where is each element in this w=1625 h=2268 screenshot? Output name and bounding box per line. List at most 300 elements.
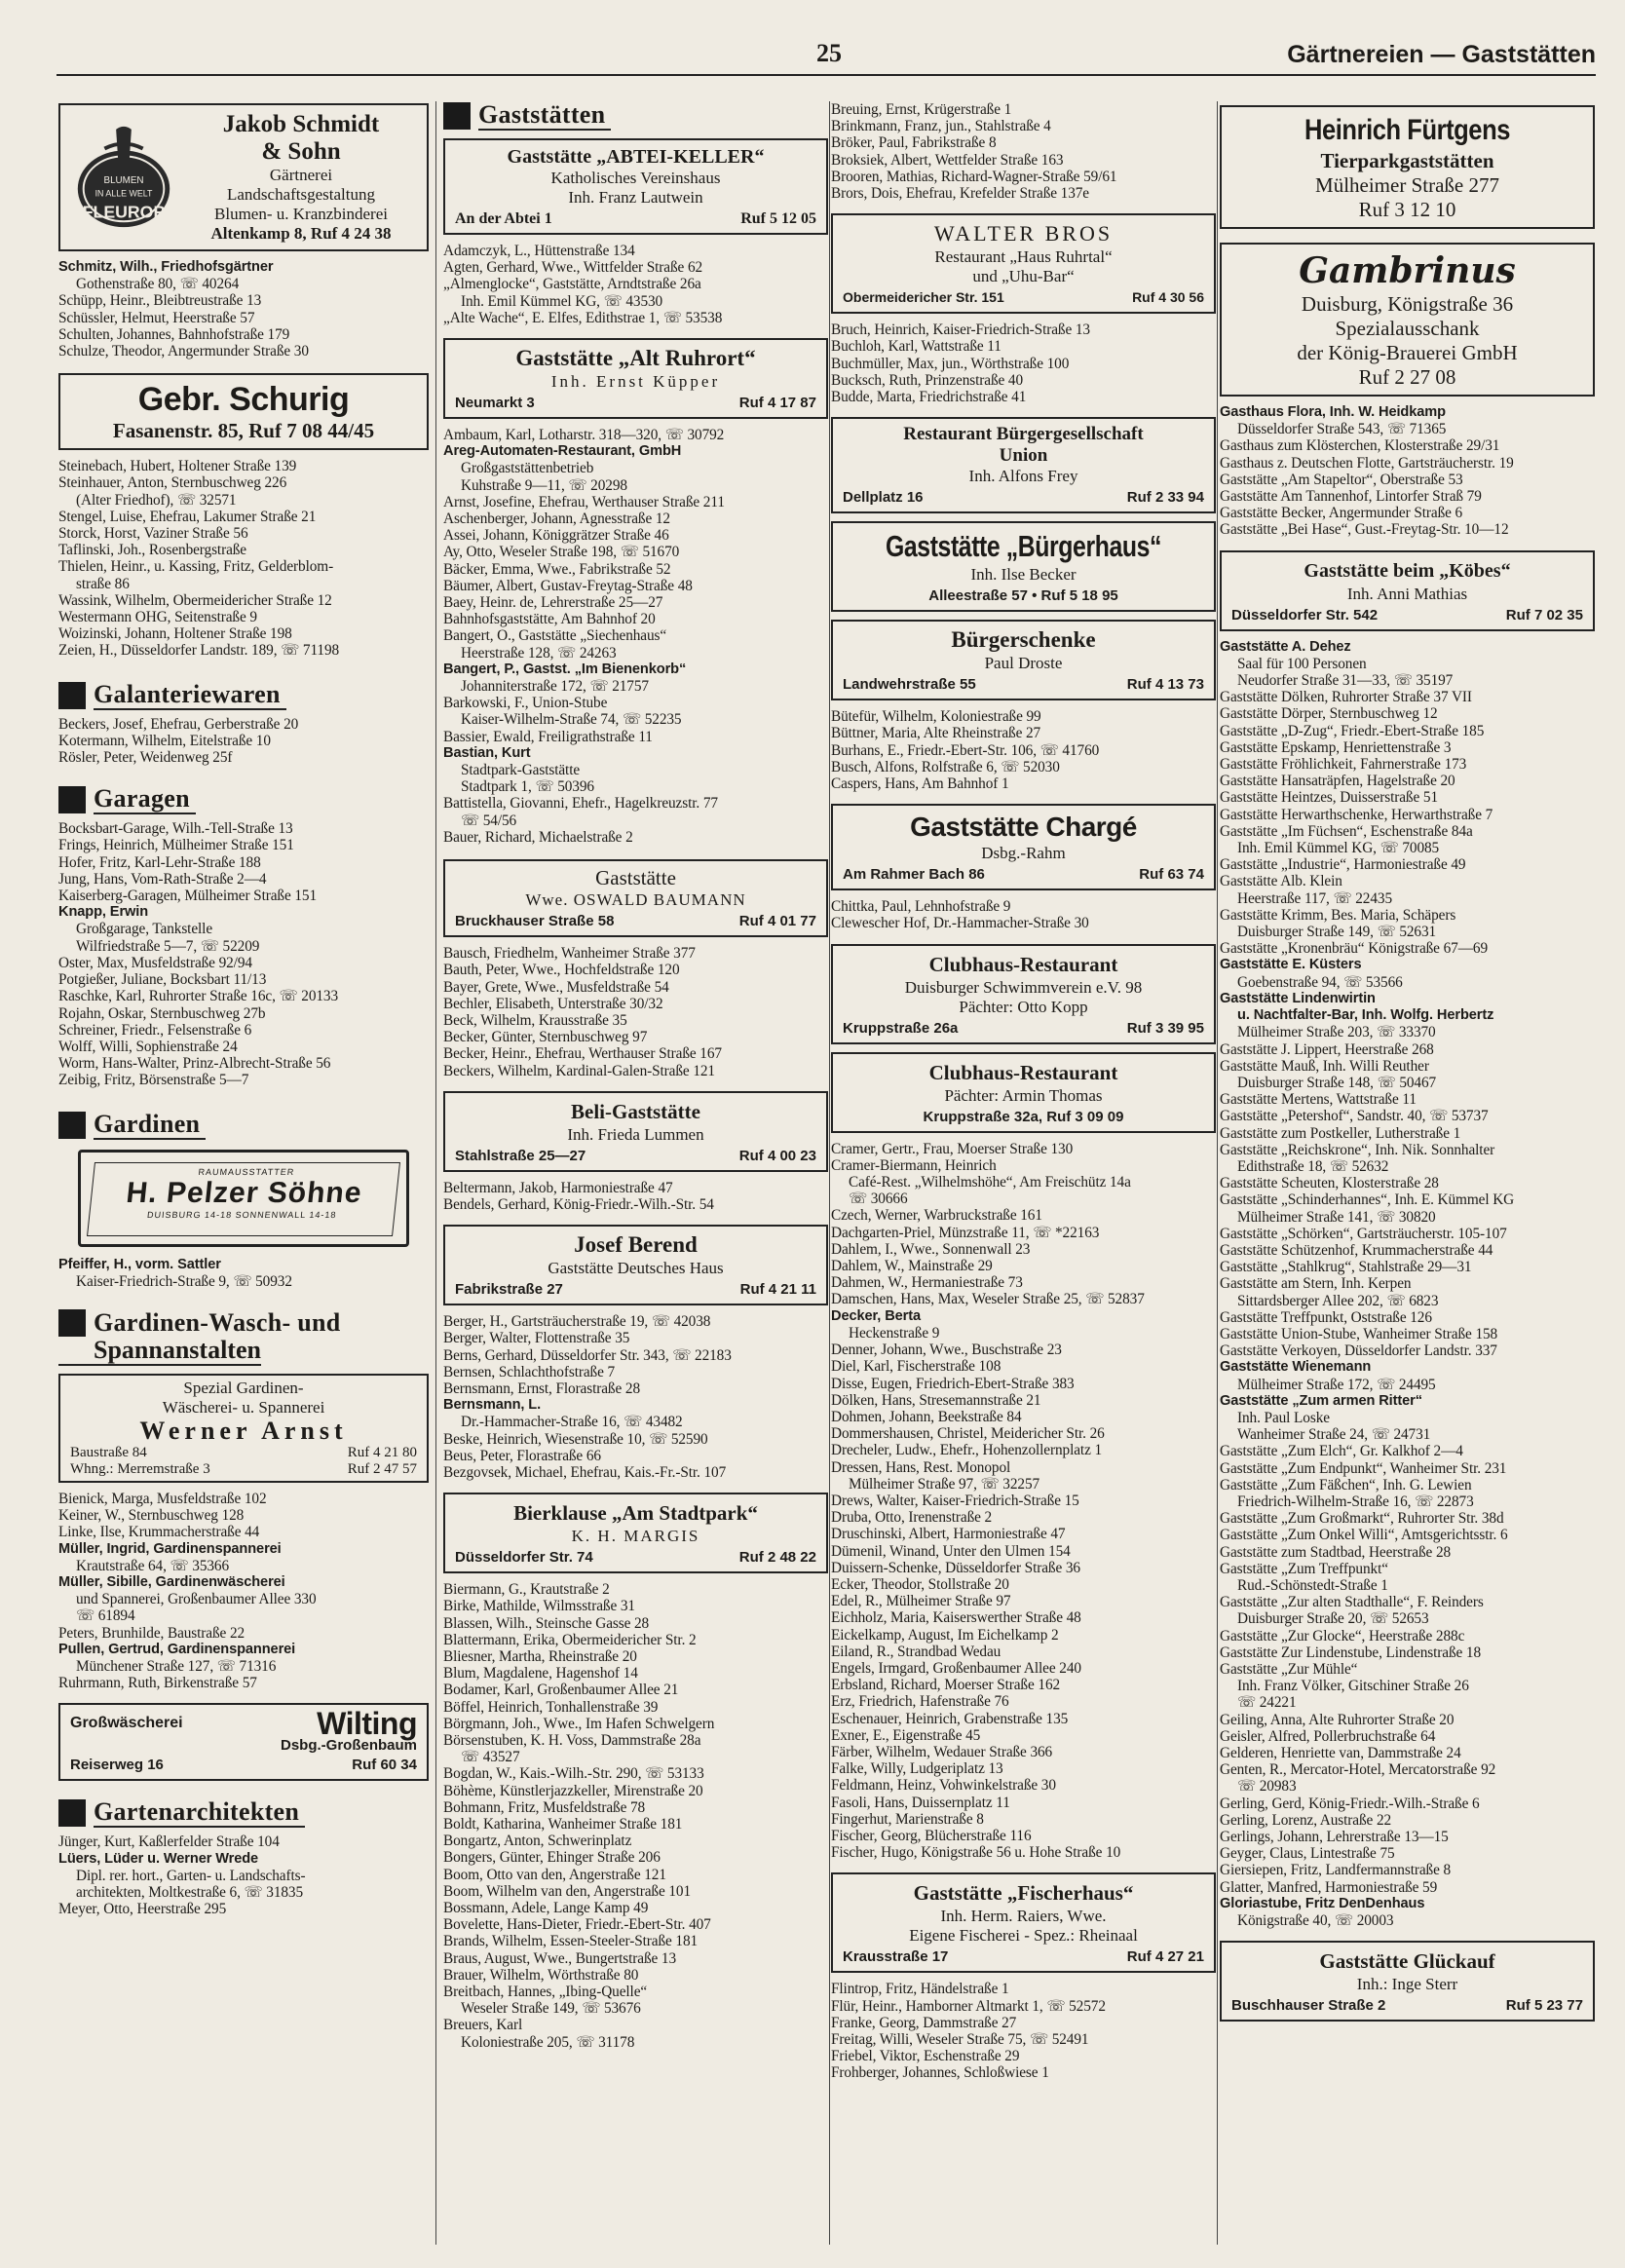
directory-entry: Großgarage, Tankstelle [76, 921, 213, 938]
wilting-addr: Reiserweg 16 [70, 1757, 164, 1774]
directory-entry: Schüssler, Helmut, Heerstraße 57 [58, 309, 255, 326]
ad-alt-ruhrort [443, 338, 828, 419]
fischerhaus-name: Gaststätte „Fischerhaus“ [913, 1881, 1134, 1906]
directory-entry: Gaststätte Mertens, Wattstraße 11 [1220, 1091, 1417, 1109]
directory-entry: und Spannerei, Großenbaumer Allee 330 [76, 1591, 317, 1608]
arnst-addr-1: Baustraße 84 [70, 1444, 147, 1460]
directory-entry: Frohberger, Johannes, Schloßwiese 1 [831, 2064, 1049, 2082]
directory-entry: Berger, H., Gartsträucherstraße 19, ☏ 42038 [443, 1313, 711, 1331]
directory-entry: Gloriastube, Fritz DenDenhaus [1220, 1895, 1425, 1911]
directory-entry: Gaststätte „D-Zug“, Friedr.-Ebert-Straße 185 [1220, 722, 1485, 739]
column-1 [58, 101, 429, 2245]
entry-list [1220, 639, 1595, 1930]
directory-entry: Gothenstraße 80, ☏ 40264 [76, 276, 240, 293]
directory-entry: Geisler, Alfred, Pollerbruchstraße 64 [1220, 1727, 1436, 1745]
entry-list [831, 708, 1216, 792]
entry-list [831, 1981, 1216, 2081]
directory-entry: „Alte Wache“, E. Elfes, Edithstrae 1, ☏ 53538 [443, 309, 723, 326]
directory-entry: Gaststätte „Zum Elch“, Gr. Kalkhof 2—4 [1220, 1443, 1463, 1460]
fuertgens-line-1: Tierparkgaststätten [1320, 149, 1494, 172]
entry-list [831, 898, 1216, 931]
bg-name-2: Union [999, 445, 1048, 467]
directory-entry: Potgießer, Juliane, Bocksbart 11/13 [58, 971, 267, 989]
directory-entry: Druba, Otto, Irenenstraße 2 [831, 1509, 993, 1527]
gambrinus-name: Gambrinus [1299, 250, 1516, 291]
directory-entry: Becker, Heinr., Ehefrau, Werthauser Straße 167 [443, 1045, 722, 1063]
directory-entry: Bröker, Paul, Fabrikstraße 8 [831, 134, 997, 152]
entry-list [443, 1180, 828, 1213]
ad-fischerhaus [831, 1872, 1216, 1973]
directory-entry: Johanniterstraße 172, ☏ 21757 [461, 678, 649, 696]
directory-entry: Bongers, Günter, Ehinger Straße 206 [443, 1849, 661, 1867]
directory-entry: Rösler, Peter, Weidenweg 25f [58, 749, 233, 767]
entry-list [831, 101, 1216, 202]
section-marker [443, 102, 471, 130]
directory-entry: Birke, Mathilde, Wilmsstraße 31 [443, 1598, 635, 1615]
fleurop-logo-icon [66, 120, 181, 235]
directory-entry: Gerling, Gerd, König-Friedr.-Wilh.-Straße 6 [1220, 1795, 1480, 1812]
schmidt-address: Altenkamp 8, Ruf 4 24 38 [210, 224, 392, 243]
directory-entry: Gaststätte „Zum Fäßchen“, Inh. G. Lewien [1220, 1476, 1472, 1493]
directory-entry: Bovelette, Hans-Dieter, Friedr.-Ebert-Str. 407 [443, 1916, 711, 1934]
directory-entry: Gaststätte Herwarthschenke, Herwarthstraße 7 [1220, 806, 1493, 823]
column-4 [1220, 101, 1595, 2245]
directory-entry: Eichholz, Maria, Kaiserswerther Straße 48 [831, 1609, 1081, 1627]
directory-entry: Engels, Irmgard, Großenbaumer Allee 240 [831, 1659, 1081, 1677]
directory-entry: Steinebach, Hubert, Holtener Straße 139 [58, 458, 297, 475]
directory-entry: Berns, Gerhard, Düsseldorfer Str. 343, ☏ 22183 [443, 1346, 732, 1364]
directory-entry: Beck, Wilhelm, Krausstraße 35 [443, 1011, 627, 1029]
directory-entry: Mülheimer Straße 97, ☏ 32257 [849, 1475, 1040, 1493]
directory-entry: Biermann, G., Krautstraße 2 [443, 1581, 610, 1599]
header-rule [57, 74, 1596, 76]
directory-entry: Mülheimer Straße 141, ☏ 30820 [1237, 1208, 1436, 1226]
svg-text:FLEUROP: FLEUROP [82, 202, 166, 222]
section-header [58, 1111, 429, 1140]
directory-entry: Erz, Friedrich, Hafenstraße 76 [831, 1693, 1009, 1711]
directory-entry: Dahlem, I., Wwe., Sonnenwall 23 [831, 1240, 1031, 1258]
directory-entry: ☏ 20983 [1237, 1778, 1297, 1796]
directory-entry: Clewescher Hof, Dr.-Hammacher-Straße 30 [831, 915, 1089, 932]
directory-entry: Gaststätte „Reichskrone“, Inh. Nik. Sonnhalter [1220, 1141, 1495, 1158]
berend-name: Josef Berend [574, 1232, 698, 1258]
directory-entry: Gaststätte am Stern, Inh. Kerpen [1220, 1275, 1412, 1293]
directory-entry: Barkowski, F., Union-Stube [443, 695, 608, 712]
entry-list [443, 427, 828, 846]
directory-entry: Dressen, Hans, Rest. Monopol [831, 1458, 1011, 1476]
directory-entry: Flintrop, Fritz, Händelstraße 1 [831, 1981, 1009, 1998]
directory-entry: Edel, R., Mülheimer Straße 97 [831, 1593, 1011, 1610]
directory-entry: Dommershausen, Christel, Meidericher Str. 26 [831, 1425, 1105, 1443]
directory-entry: Genten, R., Mercator-Hotel, Mercatorstraße 92 [1220, 1761, 1496, 1779]
beli-ruf: Ruf 4 00 23 [738, 1147, 816, 1164]
directory-entry: Areg-Automaten-Restaurant, GmbH [443, 443, 682, 460]
directory-entry: Neudorfer Straße 31—33, ☏ 35197 [1237, 672, 1454, 690]
entry-list [58, 1491, 429, 1691]
directory-entry: Glatter, Manfred, Harmoniestraße 59 [1220, 1878, 1438, 1896]
directory-entry: Drews, Walter, Kaiser-Friedrich-Straße 15 [831, 1492, 1079, 1509]
directory-entry: Gaststätte Fröhlichkeit, Fahrnerstraße 173 [1220, 756, 1467, 774]
directory-entry: Wassink, Wilhelm, Obermeidericher Straße 12 [58, 591, 332, 609]
gambrinus-line-2: Spezialausschank [1335, 317, 1480, 340]
directory-entry: Battistella, Giovanni, Ehefr., Hagelkreuzstr. 77 [443, 795, 718, 813]
bierklause-name: Bierklause „Am Stadtpark“ [513, 1501, 758, 1526]
schmidt-name-2: & Sohn [261, 138, 341, 165]
arnst-ruf-1: Ruf 4 21 80 [347, 1444, 417, 1460]
koebes-name: Gaststätte beim „Köbes“ [1304, 559, 1511, 582]
wilting-ruf: Ruf 60 34 [352, 1757, 417, 1774]
directory-entry: Gasthaus zum Klösterchen, Klosterstraße 29/31 [1220, 437, 1500, 455]
ad-clubhaus-2 [831, 1052, 1216, 1133]
section-marker [58, 682, 86, 709]
directory-entry: Schmitz, Wilh., Friedhofsgärtner [58, 259, 274, 275]
section-marker [58, 786, 86, 813]
ad-fuertgens [1220, 105, 1595, 229]
schmidt-line-3: Blumen- u. Kranzbinderei [214, 205, 388, 223]
directory-entry: Mülheimer Straße 172, ☏ 24495 [1237, 1376, 1436, 1393]
glueckauf-line-1: Inh.: Inge Sterr [1356, 1975, 1458, 1994]
directory-entry: Gaststätte Lindenwirtin [1220, 990, 1376, 1006]
directory-entry: Gaststätte zum Stadtbad, Heerstraße 28 [1220, 1543, 1452, 1561]
entry-list [443, 1313, 828, 1481]
fischerhaus-addr: Krausstraße 17 [843, 1948, 949, 1966]
directory-entry: Stadtpark-Gaststätte [461, 762, 581, 779]
directory-entry: Agten, Gerhard, Wwe., Wittfelder Straße 62 [443, 259, 703, 277]
directory-entry: Assei, Johann, Königgrätzer Straße 46 [443, 527, 669, 545]
directory-entry: Oster, Max, Musfeldstraße 92/94 [58, 954, 252, 971]
section-garagen: Garagen [94, 785, 196, 814]
fischerhaus-line-1: Inh. Herm. Raiers, Wwe. [940, 1907, 1107, 1926]
directory-entry: Bernsmann, Ernst, Florastraße 28 [443, 1380, 640, 1397]
directory-entry: Büttner, Maria, Alte Rheinstraße 27 [831, 725, 1041, 742]
gambrinus-line-1: Duisburg, Königstraße 36 [1301, 292, 1514, 316]
directory-entry: Friebel, Viktor, Eschenstraße 29 [831, 2048, 1020, 2065]
directory-entry: Gaststätte A. Dehez [1220, 638, 1351, 655]
ad-buergerschenke [831, 620, 1216, 700]
directory-entry: Bocksbart-Garage, Wilh.-Tell-Straße 13 [58, 820, 293, 838]
directory-entry: Gaststätte J. Lippert, Heerstraße 268 [1220, 1040, 1434, 1058]
directory-entry: Berger, Walter, Flottenstraße 35 [443, 1330, 630, 1347]
section-wasch-2: Spannanstalten [58, 1337, 261, 1366]
bierklause-addr: Düsseldorfer Str. 74 [455, 1549, 593, 1567]
directory-entry: Gaststätte Krimm, Bes. Maria, Schäpers [1220, 906, 1456, 924]
directory-entry: Duissern-Schenke, Düsseldorfer Straße 36 [831, 1559, 1080, 1576]
ad-pelzer [78, 1150, 409, 1247]
directory-entry: Müller, Ingrid, Gardinenspannerei [58, 1540, 282, 1557]
directory-entry: Gaststätte „Bei Hase“, Gust.-Freytag-Str. 10—12 [1220, 521, 1509, 539]
ruhrort-name: Gaststätte „Alt Ruhrort“ [515, 346, 756, 371]
directory-entry: Baey, Heinr. de, Lehrerstraße 25—27 [443, 594, 663, 612]
directory-entry: Woizinski, Johann, Holtener Straße 198 [58, 625, 292, 643]
buergerhaus-addr: Alleestraße 57 • Ruf 5 18 95 [928, 587, 1118, 605]
abtei-line-2: Inh. Franz Lautwein [568, 188, 703, 207]
charge-addr: Am Rahmer Bach 86 [843, 866, 985, 884]
directory-entry: Fasoli, Hans, Duissernplatz 11 [831, 1794, 1010, 1811]
directory-entry: Buchmüller, Max, jun., Wörthstraße 100 [831, 355, 1070, 372]
koebes-ruf: Ruf 7 02 35 [1505, 606, 1583, 624]
baumann-line-1: Gaststätte [595, 866, 676, 890]
directory-entry: ☏ 61894 [76, 1607, 135, 1625]
directory-entry: Gaststätte Verkoyen, Düsseldorfer Landstr. 337 [1220, 1342, 1497, 1360]
arnst-line-2: Wäscherei- u. Spannerei [162, 1397, 325, 1417]
arnst-addr-2: Whng.: Merremstraße 3 [70, 1460, 210, 1477]
directory-entry: Wilfriedstraße 5—7, ☏ 52209 [76, 937, 260, 955]
koebes-line-1: Inh. Anni Mathias [1346, 584, 1468, 603]
directory-entry: Schulze, Theodor, Angermunder Straße 30 [58, 343, 309, 360]
ruhrort-ruf: Ruf 4 17 87 [738, 395, 816, 412]
section-header [58, 1798, 429, 1828]
directory-entry: Bliesner, Martha, Rheinstraße 20 [443, 1647, 637, 1665]
directory-entry: Cramer, Gertr., Frau, Moerser Straße 130 [831, 1140, 1074, 1157]
directory-entry: Blum, Magdalene, Hagenshof 14 [443, 1665, 638, 1682]
clubhaus2-addr: Kruppstraße 32a, Ruf 3 09 09 [923, 1108, 1124, 1125]
directory-entry: Café-Rest. „Wilhelmshöhe“, Am Freischütz 14a [849, 1174, 1131, 1191]
directory-entry: Pfeiffer, H., vorm. Sattler [58, 1256, 221, 1272]
section-marker [58, 1309, 86, 1337]
directory-entry: Gaststätte „Kronenbräu“ Königstraße 67—69 [1220, 940, 1488, 958]
column-2 [443, 101, 828, 2245]
directory-entry: Gaststätte „Zum Endpunkt“, Wanheimer Str. 231 [1220, 1459, 1507, 1477]
clubhaus1-addr: Kruppstraße 26a [843, 1019, 959, 1037]
directory-entry: Bahnhofsgaststätte, Am Bahnhof 20 [443, 611, 656, 628]
section-marker [58, 1799, 86, 1827]
directory-entry: Breuers, Karl [443, 2017, 523, 2034]
ad-koebes [1220, 550, 1595, 631]
directory-entry: Färber, Wilhelm, Wedauer Straße 366 [831, 1743, 1053, 1760]
ad-abtei-keller [443, 138, 828, 235]
ad-gambrinus [1220, 243, 1595, 397]
running-head: Gärtnereien — Gaststätten [1287, 41, 1596, 68]
directory-entry: (Alter Friedhof), ☏ 32571 [76, 491, 237, 509]
beli-name: Beli-Gaststätte [571, 1099, 700, 1123]
directory-entry: Flür, Heinr., Hamborner Altmarkt 1, ☏ 52572 [831, 1997, 1106, 2015]
directory-entry: Ecker, Theodor, Stollstraße 20 [831, 1575, 1009, 1593]
ad-buergerhaus [831, 521, 1216, 612]
glueckauf-ruf: Ruf 5 23 77 [1505, 1997, 1583, 2015]
directory-entry: Börgmann, Joh., Wwe., Im Hafen Schwelgern [443, 1715, 715, 1732]
pelzer-brand: H. Pelzer Söhne [125, 1176, 364, 1209]
svg-text:BLUMEN: BLUMEN [103, 174, 144, 186]
directory-entry: Diel, Karl, Fischerstraße 108 [831, 1358, 1001, 1376]
directory-entry: Bruch, Heinrich, Kaiser-Friedrich-Straße 13 [831, 321, 1090, 339]
directory-entry: Beckers, Wilhelm, Kardinal-Galen-Straße 121 [443, 1062, 715, 1079]
directory-entry: Müller, Sibille, Gardinenwäscherei [58, 1573, 285, 1590]
directory-entry: Exner, E., Eigenstraße 45 [831, 1726, 981, 1744]
directory-entry: Lüers, Lüder u. Werner Wrede [58, 1850, 259, 1867]
directory-entry: Kuhstraße 9—11, ☏ 20298 [461, 476, 627, 494]
directory-entry: Gaststätte Zur Lindenstube, Lindenstraße 18 [1220, 1644, 1481, 1661]
directory-entry: Duisburger Straße 148, ☏ 50467 [1237, 1074, 1437, 1091]
page-number: 25 [816, 39, 842, 67]
directory-entry: Gaststätte Mauß, Inh. Willi Reuther [1220, 1057, 1429, 1075]
directory-entry: Peters, Brunhilde, Baustraße 22 [58, 1624, 246, 1642]
directory-entry: Inh. Emil Kümmel KG, ☏ 70085 [1237, 840, 1440, 857]
directory-entry: Hofer, Fritz, Karl-Lehr-Straße 188 [58, 853, 261, 871]
directory-entry: Caspers, Hans, Am Bahnhof 1 [831, 775, 1009, 793]
directory-entry: Decker, Berta [831, 1307, 921, 1324]
directory-entry: Beske, Heinrich, Wiesenstraße 10, ☏ 52590 [443, 1430, 708, 1448]
directory-entry: Gaststätte „Zum armen Ritter“ [1220, 1392, 1422, 1409]
directory-entry: Dachgarten-Priel, Münzstraße 11, ☏ *22163 [831, 1224, 1100, 1241]
directory-entry: Wanheimer Straße 24, ☏ 24731 [1237, 1426, 1431, 1444]
directory-entry: Dr.-Hammacher-Straße 16, ☏ 43482 [461, 1414, 683, 1431]
beli-line-1: Inh. Frieda Lummen [567, 1124, 704, 1144]
directory-entry: Bucksch, Ruth, Prinzenstraße 40 [831, 371, 1023, 389]
directory-entry: Inh. Emil Kümmel KG, ☏ 43530 [461, 292, 663, 310]
directory-entry: Bongartz, Anton, Schwerinplatz [443, 1833, 632, 1850]
directory-entry: Gaststätte Alb. Klein [1220, 873, 1342, 890]
directory-entry: Braus, August, Wwe., Bungertstraße 13 [443, 1949, 677, 1967]
directory-entry: Bernsmann, L. [443, 1397, 542, 1414]
directory-entry: Jünger, Kurt, Kaßlerfelder Straße 104 [58, 1833, 280, 1851]
ad-glueckauf [1220, 1941, 1595, 2022]
entry-list [443, 243, 828, 326]
directory-entry: Dahlem, W., Mainstraße 29 [831, 1258, 993, 1275]
directory-entry: Ruhrmann, Ruth, Birkenstraße 57 [58, 1675, 257, 1692]
directory-entry: Eschenauer, Heinrich, Grabenstraße 135 [831, 1710, 1069, 1727]
directory-entry: Inh. Franz Völker, Gitschiner Straße 26 [1237, 1678, 1469, 1695]
fuertgens-line-2: Mülheimer Straße 277 [1315, 173, 1499, 197]
directory-entry: Bayer, Grete, Wwe., Musfeldstraße 54 [443, 978, 669, 996]
ad-wilting [58, 1703, 429, 1781]
directory-entry: ☏ 24221 [1237, 1694, 1297, 1712]
ad-jakob-schmidt [58, 103, 429, 251]
directory-entry: Gasthaus z. Deutschen Flotte, Gartsträucherstr. 19 [1220, 454, 1514, 472]
directory-entry: Kaiserberg-Garagen, Mülheimer Straße 151 [58, 888, 318, 905]
fischerhaus-line-2: Eigene Fischerei - Spez.: Rheinaal [909, 1926, 1138, 1946]
directory-entry: Broksiek, Albert, Wettfelder Straße 163 [831, 151, 1064, 169]
ad-baumann [443, 859, 828, 937]
directory-entry: Steinhauer, Anton, Sternbuschweg 226 [58, 474, 287, 492]
page-header [57, 39, 1596, 74]
section-wasch-1: Gardinen-Wasch- und [94, 1307, 341, 1337]
directory-entry: Falke, Willy, Ludgeriplatz 13 [831, 1760, 1003, 1778]
directory-entry: Thielen, Heinr., u. Kassing, Fritz, Gelderblom- [58, 558, 334, 576]
directory-entry: Gaststätte „Am Stapeltor“, Oberstraße 53 [1220, 471, 1463, 488]
baumann-name: Wwe. OSWALD BAUMANN [525, 890, 746, 910]
directory-entry: Disse, Eugen, Friedrich-Ebert-Straße 383 [831, 1375, 1075, 1392]
beli-addr: Stahlstraße 25—27 [455, 1147, 586, 1164]
charge-line-1: Dsbg.-Rahm [981, 844, 1066, 863]
clubhaus1-name: Clubhaus-Restaurant [928, 952, 1118, 976]
directory-entry: Gaststätte E. Küsters [1220, 957, 1362, 973]
directory-entry: Gaststätte „Industrie“, Harmoniestraße 49 [1220, 856, 1466, 874]
directory-entry: Feldmann, Heinz, Vohwinkelstraße 30 [831, 1777, 1056, 1795]
directory-entry: Duisburger Straße 20, ☏ 52653 [1237, 1610, 1429, 1628]
directory-entry: Heerstraße 128, ☏ 24263 [461, 644, 617, 662]
column-divider [1217, 101, 1218, 2245]
ad-charge [831, 804, 1216, 890]
directory-entry: Bäcker, Emma, Wwe., Fabrikstraße 52 [443, 560, 671, 578]
bros-line-1: Restaurant „Haus Ruhrtal“ [934, 247, 1113, 267]
directory-entry: Gaststätte zum Postkeller, Lutherstraße 1 [1220, 1124, 1461, 1142]
schenke-addr: Landwehrstraße 55 [843, 676, 976, 694]
directory-entry: Gaststätte „Stahlkrug“, Stahlstraße 29—31 [1220, 1259, 1472, 1276]
bg-ruf: Ruf 2 33 94 [1126, 489, 1204, 507]
schenke-name: Bürgerschenke [951, 627, 1096, 653]
glueckauf-name: Gaststätte Glückauf [1319, 1949, 1495, 1974]
directory-entry: Dahmen, W., Hermaniestraße 73 [831, 1274, 1023, 1292]
directory-entry: Rojahn, Oskar, Sternbuschweg 27b [58, 1004, 266, 1022]
ad-arnst [58, 1374, 429, 1483]
directory-entry: Eickelkamp, August, Im Eichelkamp 2 [831, 1626, 1059, 1644]
directory-entry: Bangert, O., Gaststätte „Siechenhaus“ [443, 627, 667, 645]
directory-entry: Edithstraße 18, ☏ 52632 [1237, 1157, 1389, 1175]
gambrinus-line-3: der König-Brauerei GmbH [1297, 341, 1518, 364]
wilting-sub: Dsbg.-Großenbaum [280, 1737, 417, 1755]
directory-entry: Gaststätte Epskamp, Henriettenstraße 3 [1220, 738, 1452, 756]
directory-entry: Bogdan, W., Kais.-Wilh.-Str. 290, ☏ 53133 [443, 1765, 704, 1783]
charge-name: Gaststätte Chargé [910, 812, 1137, 843]
entry-list [58, 1257, 429, 1290]
entry-list [58, 1833, 429, 1917]
directory-entry: Dipl. rer. hort., Garten- u. Landschafts- [76, 1867, 306, 1884]
arnst-line-1: Spezial Gardinen- [183, 1378, 304, 1397]
directory-entry: Gerlings, Johann, Lehrerstraße 13—15 [1220, 1829, 1449, 1846]
directory-entry: Druschinski, Albert, Harmoniestraße 47 [831, 1526, 1066, 1543]
gambrinus-line-4: Ruf 2 27 08 [1358, 365, 1456, 389]
directory-entry: Dümenil, Winand, Unter den Ulmen 154 [831, 1542, 1071, 1560]
directory-entry: Eiland, R., Strandbad Wedau [831, 1643, 1001, 1660]
entry-list [831, 321, 1216, 405]
ad-clubhaus-1 [831, 944, 1216, 1044]
directory-entry: Kaiser-Wilhelm-Straße 74, ☏ 52235 [461, 711, 682, 729]
ruhrort-line-1: Inh. Ernst Küpper [550, 372, 721, 392]
section-gaststaetten: Gaststätten [478, 101, 611, 131]
glueckauf-addr: Buschhauser Straße 2 [1231, 1997, 1386, 2015]
bg-addr: Dellplatz 16 [843, 489, 924, 507]
directory-entry: Großgaststättenbetrieb [461, 460, 594, 477]
directory-entry: Storck, Horst, Vaziner Straße 56 [58, 525, 248, 543]
directory-entry: Breitbach, Hannes, „Ibing-Quelle“ [443, 1984, 648, 2001]
schmidt-line-2: Landschaftsgestaltung [226, 185, 375, 204]
buergerhaus-name: Gaststätte „Bürgerhaus“ [886, 529, 1161, 564]
section-header [443, 101, 828, 131]
directory-entry: Gaststätte Wienemann [1220, 1359, 1372, 1376]
directory-entry: Bernsen, Schlachthofstraße 7 [443, 1363, 616, 1380]
directory-entry: Bäumer, Albert, Gustav-Freytag-Straße 48 [443, 577, 693, 594]
directory-entry: Sittardsberger Allee 202, ☏ 6823 [1237, 1292, 1439, 1309]
directory-entry: Gasthaus Flora, Inh. W. Heidkamp [1220, 404, 1446, 420]
directory-entry: Duisburger Straße 149, ☏ 52631 [1237, 924, 1437, 941]
directory-entry: Gaststätte „Zum Großmarkt“, Ruhrorter Str. 38d [1220, 1510, 1504, 1528]
entry-list [58, 458, 429, 659]
bros-ruf: Ruf 4 30 56 [1132, 289, 1204, 306]
directory-entry: Gaststätte Schützenhof, Krummacherstraße 44 [1220, 1241, 1493, 1259]
ad-beli [443, 1091, 828, 1172]
directory-entry: Weseler Straße 149, ☏ 53676 [461, 2000, 641, 2018]
directory-entry: Kaiser-Friedrich-Straße 9, ☏ 50932 [76, 1272, 292, 1290]
clubhaus1-line-2: Pächter: Otto Kopp [959, 997, 1088, 1016]
directory-entry: Drecheler, Ludw., Ehefr., Hohenzollernplatz 1 [831, 1442, 1103, 1459]
entry-list [58, 820, 429, 1088]
directory-entry: Kotermann, Wilhelm, Eitelstraße 10 [58, 732, 271, 749]
pelzer-top: RAUMAUSSTATTER [198, 1166, 295, 1177]
directory-entry: Bodamer, Karl, Großenbaumer Allee 21 [443, 1682, 679, 1699]
bros-line-2: und „Uhu-Bar“ [972, 267, 1075, 286]
directory-entry: Boom, Otto van den, Angerstraße 121 [443, 1866, 666, 1883]
bg-name-1: Restaurant Bürgergesellschaft [903, 424, 1144, 445]
directory-entry: Gaststätte „Im Füchsen“, Eschenstraße 84a [1220, 822, 1473, 840]
directory-entry: Bütefür, Wilhelm, Koloniestraße 99 [831, 708, 1041, 726]
directory-entry: Königstraße 40, ☏ 20003 [1237, 1912, 1394, 1930]
directory-entry: Franke, Georg, Dammstraße 27 [831, 2014, 1017, 2031]
directory-entry: Aschenberger, Johann, Agnesstraße 12 [443, 510, 670, 528]
wilting-name: Wilting [317, 1706, 417, 1742]
entry-list [1220, 404, 1595, 539]
directory-entry: Koloniestraße 205, ☏ 31178 [461, 2033, 635, 2051]
directory-entry: Dohmen, Johann, Beekstraße 84 [831, 1408, 1022, 1425]
